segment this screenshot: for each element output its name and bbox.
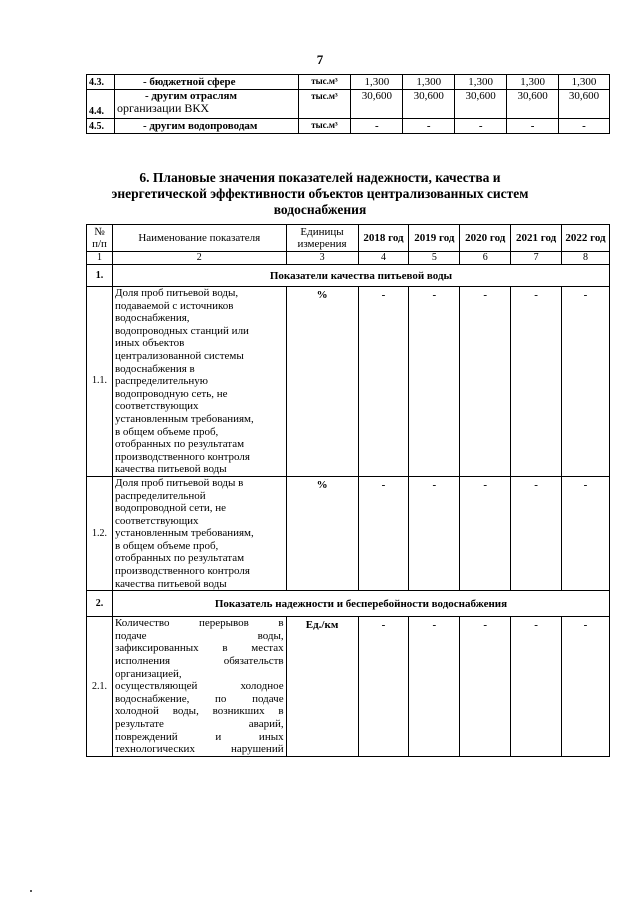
header-year: 2021 год xyxy=(511,225,562,252)
row-description xyxy=(112,617,286,757)
value-cell: - xyxy=(403,119,455,134)
desc-line: водоснабжения, xyxy=(114,312,190,325)
value-cell: - xyxy=(409,287,460,477)
desc-line: распределительной xyxy=(114,489,206,502)
row-number: 4.4. xyxy=(87,90,115,119)
desc-line: соответствующих xyxy=(114,514,199,527)
value-cell: - xyxy=(511,476,562,590)
desc-line: распределительную xyxy=(114,375,209,388)
desc-line: отобранных по результатам xyxy=(114,552,245,565)
section-heading: Показатели качества питьевой воды xyxy=(112,265,609,287)
value-cell: - xyxy=(358,287,409,477)
value-cell: 30,600 xyxy=(455,90,507,119)
table-row xyxy=(87,75,610,90)
value-cell: - xyxy=(460,476,511,590)
desc-line: водопроводную сеть, не xyxy=(114,387,228,400)
desc-line: производственного контроля xyxy=(114,450,250,463)
value-cell: 1,300 xyxy=(403,75,455,90)
row-unit: % xyxy=(286,287,358,477)
desc-line: исполнения обязательств xyxy=(114,655,284,668)
row-number: 1.2. xyxy=(87,476,113,590)
desc-line: Доля проб питьевой воды, xyxy=(114,287,239,299)
section-title-line: 6. Плановые значения показателей надежности, качества и xyxy=(139,170,501,185)
section-row xyxy=(87,591,610,617)
value-cell: - xyxy=(358,617,409,757)
value-cell: - xyxy=(562,617,610,757)
section-title-line: водоснабжения xyxy=(273,202,367,217)
desc-line: организацией, xyxy=(114,667,182,680)
desc-line: холодной воды, возникших в xyxy=(114,705,284,718)
row-name: - другим водопроводам xyxy=(114,119,298,134)
value-cell: 1,300 xyxy=(455,75,507,90)
row-name: - бюджетной сфере xyxy=(114,75,298,90)
value-cell: 30,600 xyxy=(403,90,455,119)
page-number: 7 xyxy=(316,52,324,67)
row-number: 4.3. xyxy=(87,75,115,90)
header-unit: Единицы измерения xyxy=(286,225,358,252)
row-number: 1.1. xyxy=(87,287,113,477)
row-unit: Ед./км xyxy=(286,617,358,757)
desc-line: в общем объеме проб, xyxy=(114,425,219,438)
indicators-table xyxy=(86,224,610,757)
section-title xyxy=(0,170,640,218)
value-cell: - xyxy=(358,476,409,590)
section-heading: Показатель надежности и бесперебойности водоснабжения xyxy=(112,591,609,617)
desc-line: водоснабжения в xyxy=(114,362,195,375)
value-cell: - xyxy=(559,119,610,134)
row-description xyxy=(112,287,286,477)
value-cell: 30,600 xyxy=(559,90,610,119)
desc-line: качества питьевой воды xyxy=(114,577,227,590)
section-row xyxy=(87,265,610,287)
desc-line: водопроводной сети, не xyxy=(114,502,227,515)
desc-line: Доля проб питьевой воды в xyxy=(114,476,244,489)
section-number: 1. xyxy=(87,265,113,287)
row-number: 4.5. xyxy=(87,119,115,134)
value-cell: - xyxy=(409,476,460,590)
header-year: 2020 год xyxy=(460,225,511,252)
desc-line: иных объектов xyxy=(114,337,185,350)
desc-line: установленным требованиям, xyxy=(114,527,254,540)
desc-line: отобранных по результатам xyxy=(114,438,245,451)
table-row xyxy=(87,617,610,757)
value-cell: - xyxy=(460,617,511,757)
value-cell: - xyxy=(511,617,562,757)
row-unit: тыс.м³ xyxy=(298,75,351,90)
value-cell: - xyxy=(409,617,460,757)
value-cell: - xyxy=(507,119,559,134)
scan-speck xyxy=(30,890,32,892)
value-cell: - xyxy=(562,476,610,590)
value-cell: 30,600 xyxy=(351,90,403,119)
column-number: 4 xyxy=(358,252,409,265)
column-number: 2 xyxy=(112,252,286,265)
value-cell: - xyxy=(460,287,511,477)
desc-line: зафиксированных в местах xyxy=(114,642,284,655)
value-cell: - xyxy=(562,287,610,477)
desc-line: централизованной системы xyxy=(114,349,244,362)
column-number: 6 xyxy=(460,252,511,265)
row-unit: тыс.м³ xyxy=(298,119,351,134)
desc-line: производственного контроля xyxy=(114,565,250,578)
value-cell: 1,300 xyxy=(507,75,559,90)
row-name-line: - другим отраслям xyxy=(144,90,237,102)
table-row xyxy=(87,287,610,477)
value-cell: 1,300 xyxy=(559,75,610,90)
column-number: 1 xyxy=(87,252,113,265)
desc-line: подаваемой с источников xyxy=(114,299,234,312)
value-cell: - xyxy=(511,287,562,477)
header-name: Наименование показателя xyxy=(112,225,286,252)
table-row xyxy=(87,476,610,590)
row-description xyxy=(112,476,286,590)
value-cell: - xyxy=(455,119,507,134)
section-number: 2. xyxy=(87,591,113,617)
column-number: 8 xyxy=(562,252,610,265)
header-row xyxy=(87,225,610,252)
desc-line: соответствующих xyxy=(114,400,199,413)
column-numbers-row xyxy=(87,252,610,265)
value-cell: - xyxy=(351,119,403,134)
header-year: 2019 год xyxy=(409,225,460,252)
desc-line: подаче воды, xyxy=(114,629,284,642)
top-table xyxy=(86,74,610,134)
row-unit: тыс.м³ xyxy=(298,90,351,119)
column-number: 3 xyxy=(286,252,358,265)
desc-line: технологических нарушений xyxy=(114,743,284,756)
row-unit: % xyxy=(286,476,358,590)
desc-line: в общем объеме проб, xyxy=(114,539,219,552)
desc-line: водопроводных станций или xyxy=(114,324,249,337)
desc-line: повреждений и иных xyxy=(114,730,284,743)
row-number: 2.1. xyxy=(87,617,113,757)
section-title-line: энергетической эффективности объектов централизованных систем xyxy=(111,186,529,201)
desc-line: установленным требованиям, xyxy=(114,412,254,425)
header-year: 2022 год xyxy=(562,225,610,252)
table-row xyxy=(87,119,610,134)
column-number: 5 xyxy=(409,252,460,265)
desc-line: водоснабжение, по подаче xyxy=(114,692,284,705)
desc-line: качества питьевой воды xyxy=(114,463,227,476)
column-number: 7 xyxy=(511,252,562,265)
table-row xyxy=(87,90,610,119)
desc-line: осуществляющей холодное xyxy=(114,680,284,693)
header-year: 2018 год xyxy=(358,225,409,252)
row-name-line: организации ВКХ xyxy=(116,101,210,115)
value-cell: 1,300 xyxy=(351,75,403,90)
value-cell: 30,600 xyxy=(507,90,559,119)
desc-line: результате аварий, xyxy=(114,718,284,730)
header-num: № п/п xyxy=(87,225,113,252)
desc-line: Количество перерывов в xyxy=(114,617,284,630)
